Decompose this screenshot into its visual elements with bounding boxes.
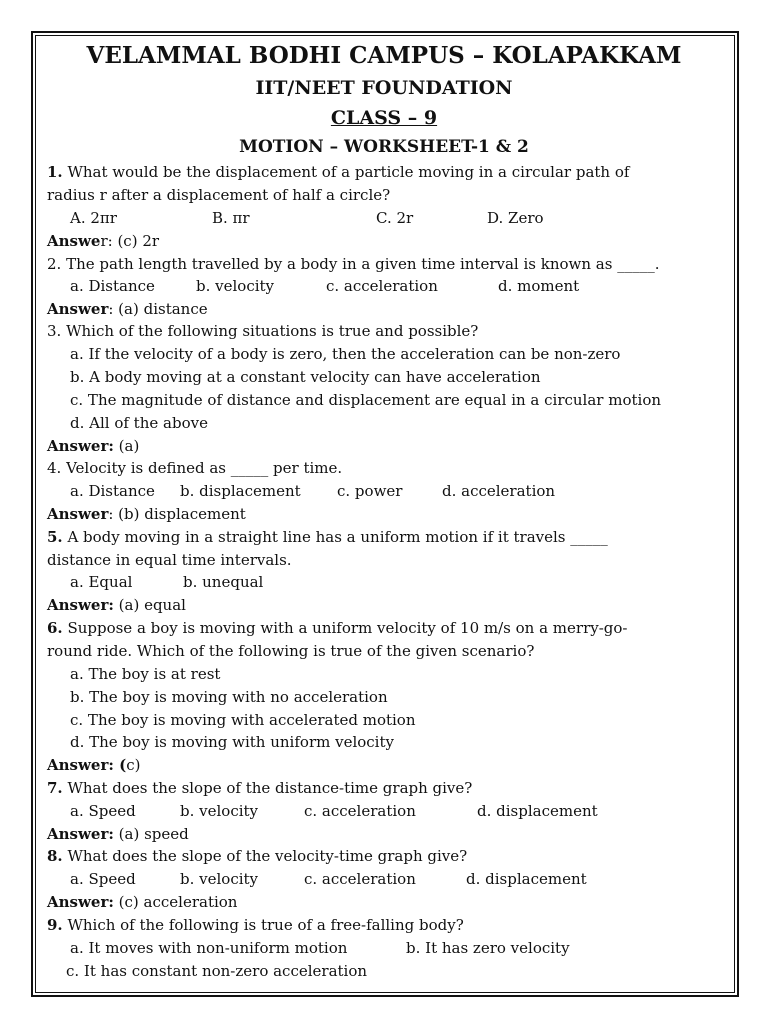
answer-label: Answer:	[47, 596, 114, 614]
program-title: IIT/NEET FOUNDATION	[255, 77, 513, 99]
answer-label: Answer:	[47, 437, 114, 455]
option: b. A body moving at a constant velocity can have acceleration	[70, 368, 541, 386]
answer-label: Answer:	[47, 893, 114, 911]
option: c. The magnitude of distance and displacement are equal in a circular motion	[70, 391, 662, 409]
question-1-cont: radius r after a displacement of half a circle?	[47, 186, 391, 204]
question-number: 1.	[47, 163, 63, 181]
question-6-cont: round ride. Which of the following is true of the given scenario?	[47, 642, 535, 660]
option: a. Distance	[70, 277, 155, 295]
answer-label: Answer:	[47, 825, 114, 843]
answer-5	[47, 595, 186, 615]
option: c. The boy is moving with accelerated motion	[70, 711, 416, 729]
question-text: A body moving in a straight line has a uniform motion if it travels _____	[62, 528, 608, 546]
answer-8	[47, 892, 237, 912]
question-6	[47, 618, 627, 638]
question-4	[47, 458, 342, 478]
option: b. The boy is moving with no acceleration	[70, 688, 388, 706]
option: b. velocity	[180, 870, 259, 888]
answer-3	[47, 436, 139, 456]
question-5-cont: distance in equal time intervals.	[47, 551, 292, 569]
option: b. unequal	[183, 573, 264, 591]
answer-label: Answe	[47, 232, 101, 250]
answer-value: : (a) distance	[108, 300, 208, 318]
answer-label: Answer	[47, 300, 109, 318]
answer-value: (c) acceleration	[113, 893, 238, 911]
option: c. acceleration	[326, 277, 438, 295]
option: b. velocity	[180, 802, 259, 820]
question-text: What does the slope of the distance-time graph give?	[62, 779, 473, 797]
question-text: Which of the following is true of a free-falling body?	[62, 916, 464, 934]
answer-value: (a)	[113, 437, 140, 455]
answer-label: Answer: (	[47, 756, 127, 774]
question-3	[47, 321, 478, 341]
option: b. velocity	[196, 277, 275, 295]
option: a. The boy is at rest	[70, 665, 221, 683]
question-number: 8.	[47, 847, 63, 865]
option: B. πr	[212, 209, 250, 227]
question-7	[47, 778, 472, 798]
option: a. Distance	[70, 482, 155, 500]
question-number: 6.	[47, 619, 63, 637]
answer-1	[47, 231, 159, 251]
option: A. 2πr	[70, 209, 117, 227]
option: c. It has constant non-zero acceleration	[66, 962, 368, 980]
class-label: CLASS – 9	[330, 107, 438, 129]
option: d. The boy is moving with uniform velocity	[70, 733, 394, 751]
option: C. 2r	[376, 209, 414, 227]
answer-2	[47, 299, 208, 319]
question-2	[47, 254, 659, 274]
option: c. acceleration	[304, 870, 416, 888]
answer-7	[47, 824, 189, 844]
question-number: 9.	[47, 916, 63, 934]
question-1	[47, 162, 629, 182]
school-title: VELAMMAL BODHI CAMPUS – KOLAPAKKAM	[86, 42, 682, 69]
option: d. acceleration	[442, 482, 556, 500]
option: d. All of the above	[70, 414, 208, 432]
option: b. displacement	[180, 482, 301, 500]
class-title	[0, 106, 768, 130]
option: a. Speed	[70, 802, 136, 820]
question-text: Which of the following situations is true and possible?	[61, 322, 479, 340]
question-number: 3.	[47, 322, 62, 340]
question-number: 7.	[47, 779, 63, 797]
question-text: Velocity is defined as _____ per time.	[61, 459, 343, 477]
answer-value: : (b) displacement	[108, 505, 246, 523]
answer-6	[47, 755, 140, 775]
question-9	[47, 915, 464, 935]
question-5	[47, 527, 608, 547]
option: d. displacement	[466, 870, 587, 888]
answer-value: (a) speed	[113, 825, 189, 843]
answer-4	[47, 504, 246, 524]
answer-value: r: (c) 2r	[100, 232, 160, 250]
option: a. If the velocity of a body is zero, then the acceleration can be non-zero	[70, 345, 621, 363]
answer-label: Answer	[47, 505, 109, 523]
question-text: The path length travelled by a body in a given time interval is known as _____.	[61, 255, 660, 273]
option: c. acceleration	[304, 802, 416, 820]
worksheet-title: MOTION – WORKSHEET-1 & 2	[239, 137, 529, 157]
question-text: Suppose a boy is moving with a uniform velocity of 10 m/s on a merry-go-	[62, 619, 628, 637]
question-text: What does the slope of the velocity-time graph give?	[62, 847, 468, 865]
option: d. displacement	[477, 802, 598, 820]
question-8	[47, 846, 467, 866]
question-number: 4.	[47, 459, 62, 477]
question-number: 2.	[47, 255, 62, 273]
question-number: 5.	[47, 528, 63, 546]
answer-value: c)	[126, 756, 141, 774]
answer-value: (a) equal	[113, 596, 186, 614]
option: c. power	[337, 482, 403, 500]
option: d. moment	[498, 277, 580, 295]
option: a. Speed	[70, 870, 136, 888]
question-text: What would be the displacement of a particle moving in a circular path of	[62, 163, 630, 181]
option: b. It has zero velocity	[406, 939, 570, 957]
option: a. Equal	[70, 573, 133, 591]
option: D. Zero	[487, 209, 544, 227]
option: a. It moves with non-uniform motion	[70, 939, 348, 957]
